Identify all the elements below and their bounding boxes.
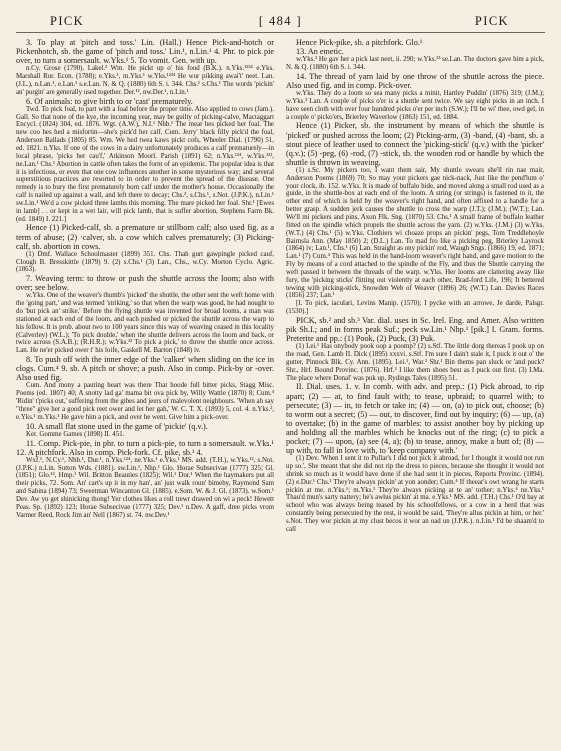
- left-column-paragraph: Twd. To pick foal, to part with a foal before the proper time. Also applied to cows (Jam.). Gall. So that none of the kye, the incoming year, may be guilty of picking-calve, Mactaggart Encycl. (1824) 304, ed. 1876. Wgt. (A.W.), N.I.¹ Nhb.¹ The mear hes picked her foal. The new coo hes hed a misfortin—she's pick'd her calf. Cum. Jerry' black filly pick'd the foal, Anderson Ballads (1805) 85. Wm. We hed twea kaws pickt cofs, Wheeler Dial. (1790) 51, ed. 1821. n.Yks. If one of the cows in a dairy unfortunately produces a calf prematurely—in local phrase, 'picks her cau'f,' Atkinson Moorl. Parish (1891) 62; n.Yks.¹²⁴, w.Yks.¹²³, ne.Lan.¹ Chs.¹ Abortion in cattle often takes the form of an epidemic. The popular idea is that it is infectious, or even that one cow influences another in some mysterious way; and several superstitious practices are resorted to in order to prevent the spread of the disease. One remedy is to bury the first prematurely born calf under the mother's house. Occasionally the calf is nailed up against a wall, and left there to decay; Chs.³, s.Chs.¹, s.Not. (J.P.K.), n.Lin.¹ sw.Lin.¹ We'd a cow picked three lambs this morning. The mare picked her foal. Shr.¹ [Ewes in lamb] . . or kept in a wet lair, will pick lamb, that is suffer abortion, Stephens Farm Bk. (ed. 1849) I. 221.]: [16, 105, 274, 223]
- page-number: [ 484 ]: [258, 14, 303, 28]
- right-column-paragraph: (1) s.Sc. My pickers too, I want them sair, My shuttle swears she'll rin nae mair, Anderson Poems (1869) 70; So may your pickers gae nick-nack, Just like the pend'lum o' your clock, ib. 152. w.Yks. It is made of buffalo hide, and moved along a small rod used as a guide, in the shuttle-box at each end of the loom. A string (or strings) is fastened to it, the other end of which is held by the weaver's right hand, and often affixed to a handle for a better grasp. A sudden jerk causes the shuttle to cross the warp (J.T.); (J.M.); (W.T.); Lan. We'll mi pickers and pins, Axon Flk. Sng. (1870) 53. Chs.¹ A small frame of buffalo leather fitted on the spindle which propels the shuttle across the yarn. (2) w.Yks. (J.M.) (3) w.Yks. (W.T.) (4) Chs.¹ (5) w.Yks. Clothiers wi choaze props an pickin' pegs, Tom Treddlehoyle Bairnsla Ann. (May 1850) 2; (D.L.) Lan. To mad fro like a picking peg, Brierley Layrock (1864) iv; Lan.¹, Chs.¹ (6) Lan. Straight as ony pickin' rod, Waugh Sngs. (1866) 19, ed. 1871; Lan.¹ (7) Cum.⁴ This was held in the hand-loom weaver's right hand, and gave motion to the Fly by means of a cord attached to the spindle of the Fly, and thus the Shuttle carrying the weft passed it between the threads of the warp. w.Yks. Her looms are clattering away like fury, the 'picking sticks' flitting out violently at each other, Brad-ford Life, 196; It bettered tewing with picking-stick, Snowden Web of Weaver (1896) 26; (W.T.) Lan. Davies Races (1856) 237; Lan.¹: [286, 166, 544, 300]
- right-column-paragraph: PICK, sb.² and sb.³ Var. dial. uses in Sc. Irel. Eng. and Amer. Also written pik Sh.I.; and in forms peak Suf.; peck sw.Lin.¹ Nhp.¹ [pik.] I. Gram. forms. Preterite and pp.: (1) Pook, (2) Puck, (3) Puk.: [286, 315, 544, 344]
- left-column-paragraph: 11. Comp. Pick-pie, in phr. to turn a pick-pie, to turn a somersault. w.Yks.¹ 12. A pitchfork. Also in comp. Pick-fork. Cf. pike, sb.¹ 4.: [16, 438, 274, 457]
- right-column-paragraph: 13. An emetic.: [296, 47, 344, 57]
- left-column-paragraph: 6. Of animals: to give birth to or 'cast' prematurely.: [26, 96, 193, 106]
- left-column-paragraph: Cum. And mony a pauting heart was there That hoode full bitter picks, Stagg Misc. Poems (ed. 1807) 40; A snotty lad ga' mama bit ova pick by, Willy Wattle (1870) 8; Cum.⁴ 'Ridin' t'picks out,' suffering from the gibes and jeers of malevolent neighbours. 'When ah say "three" give her a good pick reet ower and let her gah,' W. C. T. X. (1893) 5, col. 4. n.Yks.², e.Yks.¹ m.Yks.¹ He gave him a pick, and over he went. Give him a pick-over.: [16, 382, 274, 421]
- header-right-keyword: PICK: [474, 14, 509, 28]
- left-column-paragraph: Ker. Gomme Games (1898) II. 451.: [26, 430, 125, 438]
- right-column-paragraph: (1) Dev. 'When I sent it to Pullar's I did not pick it abroad, for I thought it would not run up so.', She meant that she did not rip the dress to pieces, because she thought it would not shrink so much as it would have done if she had sent it in pieces, Reports Provinc. (1894). (2) e.Dur.¹ Chs.¹ They're always pickin' at yon aonder; Cum.⁴ If theear's owt wrang he starts pickin at me. n.Yks.¹; m.Yks.¹ They're always picking at te an' tother; n.Yks.⁴ ne.Yks.¹ Thau'd mun's sarty nattery; he's awlus pickin' at ma. e.Yks.¹ MS. add. (T.H.) Chs.¹ O'd bay at school who was always being teased by his schoolfellows, or a cow in a herd that was constantly being persecuted by the rest, it would be said, 'They're allus pickin at him, or her.' s.Not. They wor pickin at my clust becos it wor an oad un (J.P.K.). n.Lin.¹ I'd be shaam'd to call: [286, 455, 544, 533]
- header-left-keyword: PICK: [50, 14, 85, 28]
- left-column-paragraph: Wxf.¹, N.Cy.¹, Nhb.¹, Dur.¹, n.Yks.¹²⁴, ne.Yks.¹ e.Yks.¹ MS. add. (T.H.), w.Yks.¹², s.Not. (J.P.K.) n.Lin. Sutton Wds. (1881). sw.Lin.¹, Nhp.¹ Glo. Horae Subsecivae (1777) 325; Gl. (1851); Glo.¹², Hmp.¹ Wil. Britton Beauties (1825); Wil.¹ Dor.¹ When the haymakers put all their picks, 72. Som. An' cart's up it in my han', an' just walk roun' bimeby, Raymond Sam and Sabina (1894) 73; Sweetman Wincanton Gl. (1885). e.Som. W. & J. Gl. (1873). w.Som.¹ Dev. Aw yu get shinicking thong! Yer clothes likes a roll trewr drawed on wi a peck! Hewett Peas. Sp. (1892) 123; Horae Subsecivae (1777) 325; Dev.¹ n.Dev. A gaff, dree picks vrom Varmer Reed, Rock Jim an' Nell (1867) st. 74. nw.Dev.¹: [16, 456, 274, 519]
- right-column-paragraph: 14. The thread of yarn laid by one throw of the shuttle across the piece. Also used fig. and in comp. Pick-over.: [286, 71, 544, 90]
- right-column-paragraph: [I. To pick, iaculari, Levins Manip. (1570); I pycke with an arrowe, Je darde, Palsgr. (1530).]: [286, 300, 544, 316]
- left-column-paragraph: 7. Weaving term: to throw or push the shuttle across the loom; also with over; see below.: [16, 274, 274, 293]
- right-column: [286, 38, 544, 750]
- right-column-paragraph: (1) Lei.¹ Has onybody pook oop a poomp? (2) s.Stf. The little dorg thereas I pook up on the road, Gen. Lamb II. Dick (1895) xxxvi. s.Stf. I'm sure I dain't stale it, I puck it out o' the gutter, Pinnock Blk. Cy. Ann. (1895). Lei.¹, War.³ Shr.¹ Bin thems pan sluck or 'and puck? Shr., Hrf. Bound Provinc. (1876). Hrf.² I like them shoes best as I puck out first. (3) I.Ma. The place where Donal' was puk up, Rydings Tales (1895) 51.: [286, 343, 544, 382]
- left-column: [16, 38, 274, 750]
- left-column-paragraph: (1) Dmf. Wallace Schoolmaster (1899) 351. Chs. Thah gurt gawpingle picked cauf, Clough B. Bresskittle (1879) 9. (2) s.Chs.¹ (3) Lan., Chs., w.Cy. Morton Cyclo. Agric. (1863).: [16, 250, 274, 274]
- left-column-paragraph: w.Yks. One of the weaver's thumb's 'picked' the shuttle, the other sent the weft home with the 'going part,' and was termed 'striking,' so that when the warp was good, he had nought to do 'but pick an' strike.' Before the flying shuttle was invented for broad looms, a man was stationed at each end of the loom, and each pushed or picked the shuttle across the warp to his fellow. It is prob. about two to 100 years since this way of weaving ceased in this locality (Calverley) (W.L.); 'To pick double,' when the shuttle delivers across the loom and back, or twice across (S.A.B.); (R.H.R.); w.Yks.²³ To pick a pick,' to throw the shuttle once across. Lan. He ne'er picked ower t' his loife, Gaskell M. Barton (1848) iv.: [16, 292, 274, 355]
- left-column-paragraph: 3. To play at 'pitch and toss.' Lin. (Hall.) Hence Pick-and-hotch or Pickenhotch, sb. the game of 'pitch and toss.' Lin.¹, n.Lin.¹ 4. Phr. to pick pie over, to turn a somersault. w.Yks.¹ 5. To vomit. Gen. with up.: [16, 38, 274, 66]
- left-column-paragraph: n.Cy. Grose (1790). Lakel.² Wm. He pickt up o' his food (B.K.). n.Yks.¹²³⁴ e.Yks. Marshall Rur. Econ. (1788); e.Yks.¹, m.Yks.¹ w.Yks.¹²³⁴ He wur pikking awai't' neet. Lan. (J.L.), n.Lan.¹, e.Lan.¹ s.e.Lan. N. & Q. (1880) 6th S. i. 344. Chs.¹ s.Chs.¹ The words 'pickin' an' purgin' are generally used together. Der.¹², nw.Der.¹, n.Lin.¹: [16, 65, 274, 96]
- right-column-paragraph: w.Yks. They do a loom so sea many picks a minit, Hartley Puddin' (1876) 319; (J.M.); w.Yks.³ Lan. A couple of picks o'er is a shuttle sent twice. We say eight picks in an inch. I have seen cloth with over four hundred picks o'er per inch (S.W.); I'll be wi' thee, owd gel, in a couple o' picko'ers, Brierley Waverlow (1863) 151, ed. 1884.: [286, 90, 544, 121]
- right-column-paragraph: w.Yks.¹ He gav her a pick last neet, ii. 290; w.Yks.²³ se.Lan. The doctors gave him a pick, N. & Q. (1880) 6th S. i. 344.: [286, 56, 544, 72]
- left-column-paragraph: Hence (1) Picked-calf, sb. a premature or stillborn calf; also used fig. as a term of abuse; (2) ·calver, sb. a cow which calves prematurely; (3) Picking-calf, sb. abortion in cows.: [16, 223, 274, 251]
- running-header: [16, 10, 545, 33]
- left-column-paragraph: 10. A small flat stone used in the game of 'pickie' (q.v.).: [26, 421, 208, 431]
- left-column-paragraph: 8. To push off with the inner edge of the 'calker' when sliding on the ice in clogs. Cum.⁴ 9. sb. A pitch or shove; a push. Also in comp. Pick-by or -over. Also used fig.: [16, 355, 274, 383]
- right-column-paragraph: Hence Pick-pike, sb. a pitchfork. Glo.¹: [296, 38, 423, 47]
- right-column-paragraph: II. Dial. uses. 1. v. In comb. with adv. and prep.: (1) Pick abroad, to rip apart; (2) — at, to find fault with; to tease, upbraid; to quarrel with; to persecute; (3) — in, to fetch or take in; (4) — on, (a) to pick out, choose; (b) to worm out a secret; (5) — out, to discover, find out by inquiry; (6) — up, (a) to overtake; (b) in the game of marbles: to assist another boy by picking up and holding all the marbles which he knocks out of the ring; (c) to pick a pocket; (7) — upon, (a) see (4, a); (b) to tease, annoy, make a butt of; (8) — up with, to fall in love with, to 'keep company with.': [286, 382, 544, 456]
- right-column-paragraph: Hence (1) Picker, sb. the instrument by means of which the shuttle is 'picked' or pushed across the loom; (2) Picking-arm, (3) -band, (4) -bant, sb. a stout piece of leather used to connect the 'picking-stick' (q.v.) with the 'picker' (q.v.); (5) -peg, (6) -rod, (7) -stick, sb. the wooden rod or handle by which the shuttle is thrown in weaving.: [286, 121, 544, 167]
- columns: [16, 38, 545, 750]
